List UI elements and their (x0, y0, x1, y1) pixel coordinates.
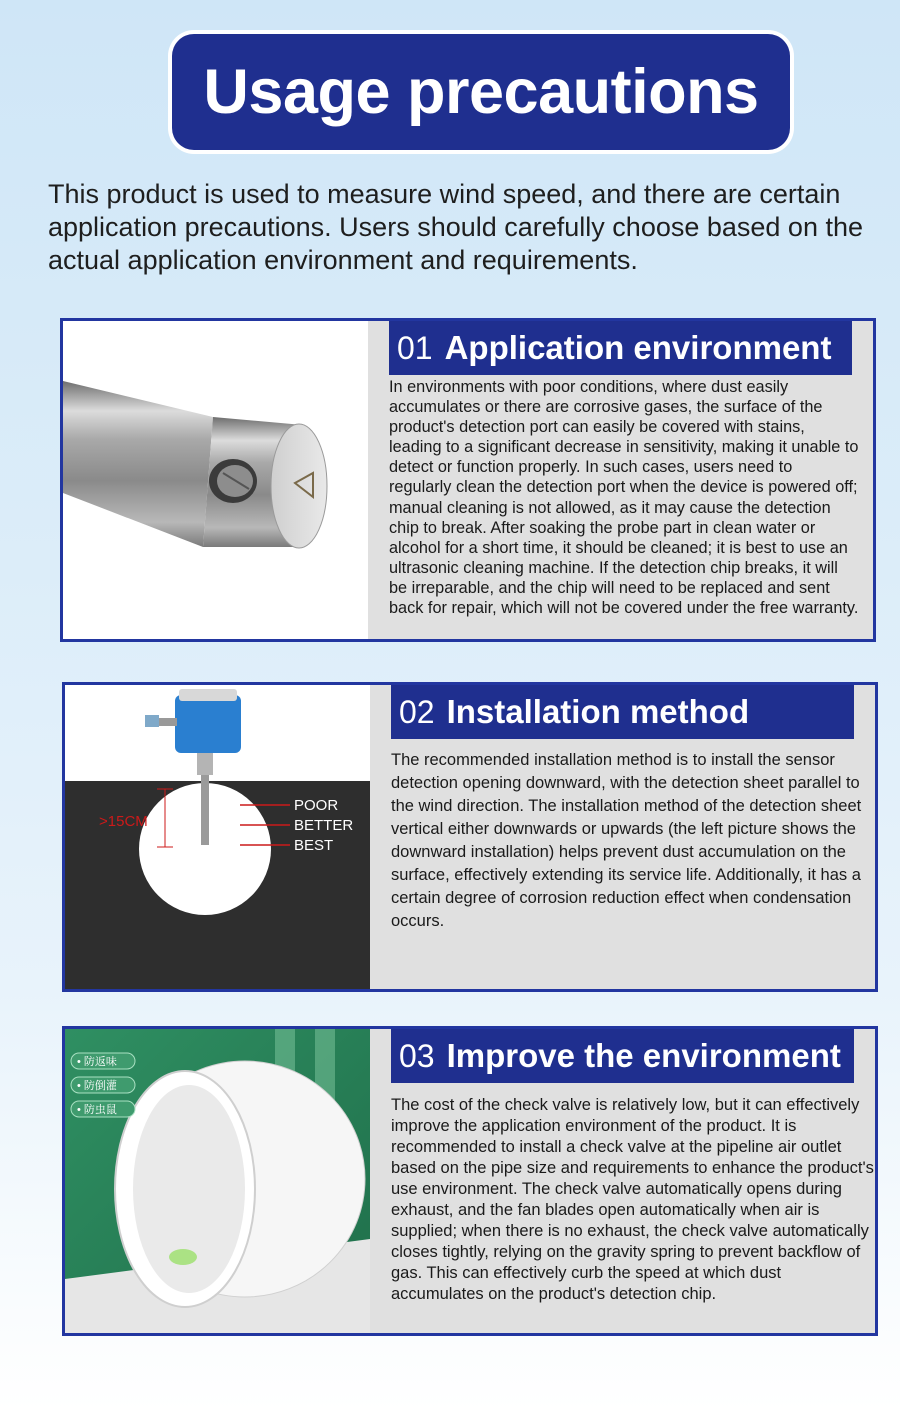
probe-photo (63, 321, 368, 639)
section-body: The recommended installation method is to install the sensor detection opening downward, with the detection sheet parallel to the wind direction. The installation method of the detection sheet vertical either downwards or upwards (the left picture shows the downward installation) helps prevent dust accumulation on the surface, effectively extending its service life. Additionally, it has a certain degree of corrosion reduction effect when condensation occurs. (391, 751, 862, 930)
section-body: In environments with poor conditions, where dust easily accumulates or there are corrosive gases, the surface of the product's detection port can easily be covered with stains, leading to a significant decrease in sensitivity, making it unable to detect or function properly. In such cases, users need to regularly clean the detection port when the device is powered off; manual cleaning is not allowed, as it may cause the detection chip to break. After soaking the probe part in clean water or alcohol for a short time, it should be cleaned; it is best to use an ultrasonic cleaning machine. If the detection chip breaks, it will be irreparable, and the chip will need to be replaced and sent back for repair, which will not be covered under the free warranty. (389, 378, 859, 618)
section-title: Improve the environment (446, 1037, 841, 1074)
check-valve-photo (65, 1029, 370, 1333)
photo-tag-2: • 防倒灌 (77, 1080, 117, 1092)
level-poor-label: POOR (294, 797, 339, 814)
level-better-label: BETTER (294, 817, 354, 834)
title-banner (168, 30, 794, 154)
section-body: The cost of the check valve is relatively low, but it can effectively improve the application environment of the product. It is recommended to install a check valve at the pipeline air outlet based on the pipe size and requirements to enhance the product's use environment. The check valve automatically opens during exhaust, and the fan blades open automatically when air is supplied; when there is no exhaust, the check valve automatically closes tightly, relying on the gravity spring to prevent backflow of gas. This can effectively curb the speed at which dust accumulates on the product's detection chip. (391, 1096, 874, 1303)
section-number: 01 (397, 329, 433, 366)
section-title: Installation method (446, 693, 750, 730)
section-heading (391, 1029, 854, 1083)
section-heading (389, 321, 852, 375)
installation-diagram (65, 685, 370, 989)
title-box (172, 34, 790, 150)
level-best-label: BEST (294, 837, 334, 854)
section-number: 03 (399, 1037, 435, 1074)
section-title: Application environment (444, 329, 832, 366)
photo-tag-1: • 防返味 (77, 1056, 117, 1068)
section-heading (391, 685, 854, 739)
section-installation-method (62, 682, 878, 992)
photo-tag-3: • 防虫鼠 (77, 1104, 117, 1116)
section-improve-environment (62, 1026, 878, 1336)
intro-paragraph: This product is used to measure wind speed, and there are certain application precautions. Users should carefully choose based on the actual application environment and requirements. (48, 179, 863, 275)
distance-label: >15CM (99, 813, 148, 830)
section-application-environment (60, 318, 876, 642)
page-title: Usage precautions (203, 57, 759, 127)
section-number: 02 (399, 693, 435, 730)
